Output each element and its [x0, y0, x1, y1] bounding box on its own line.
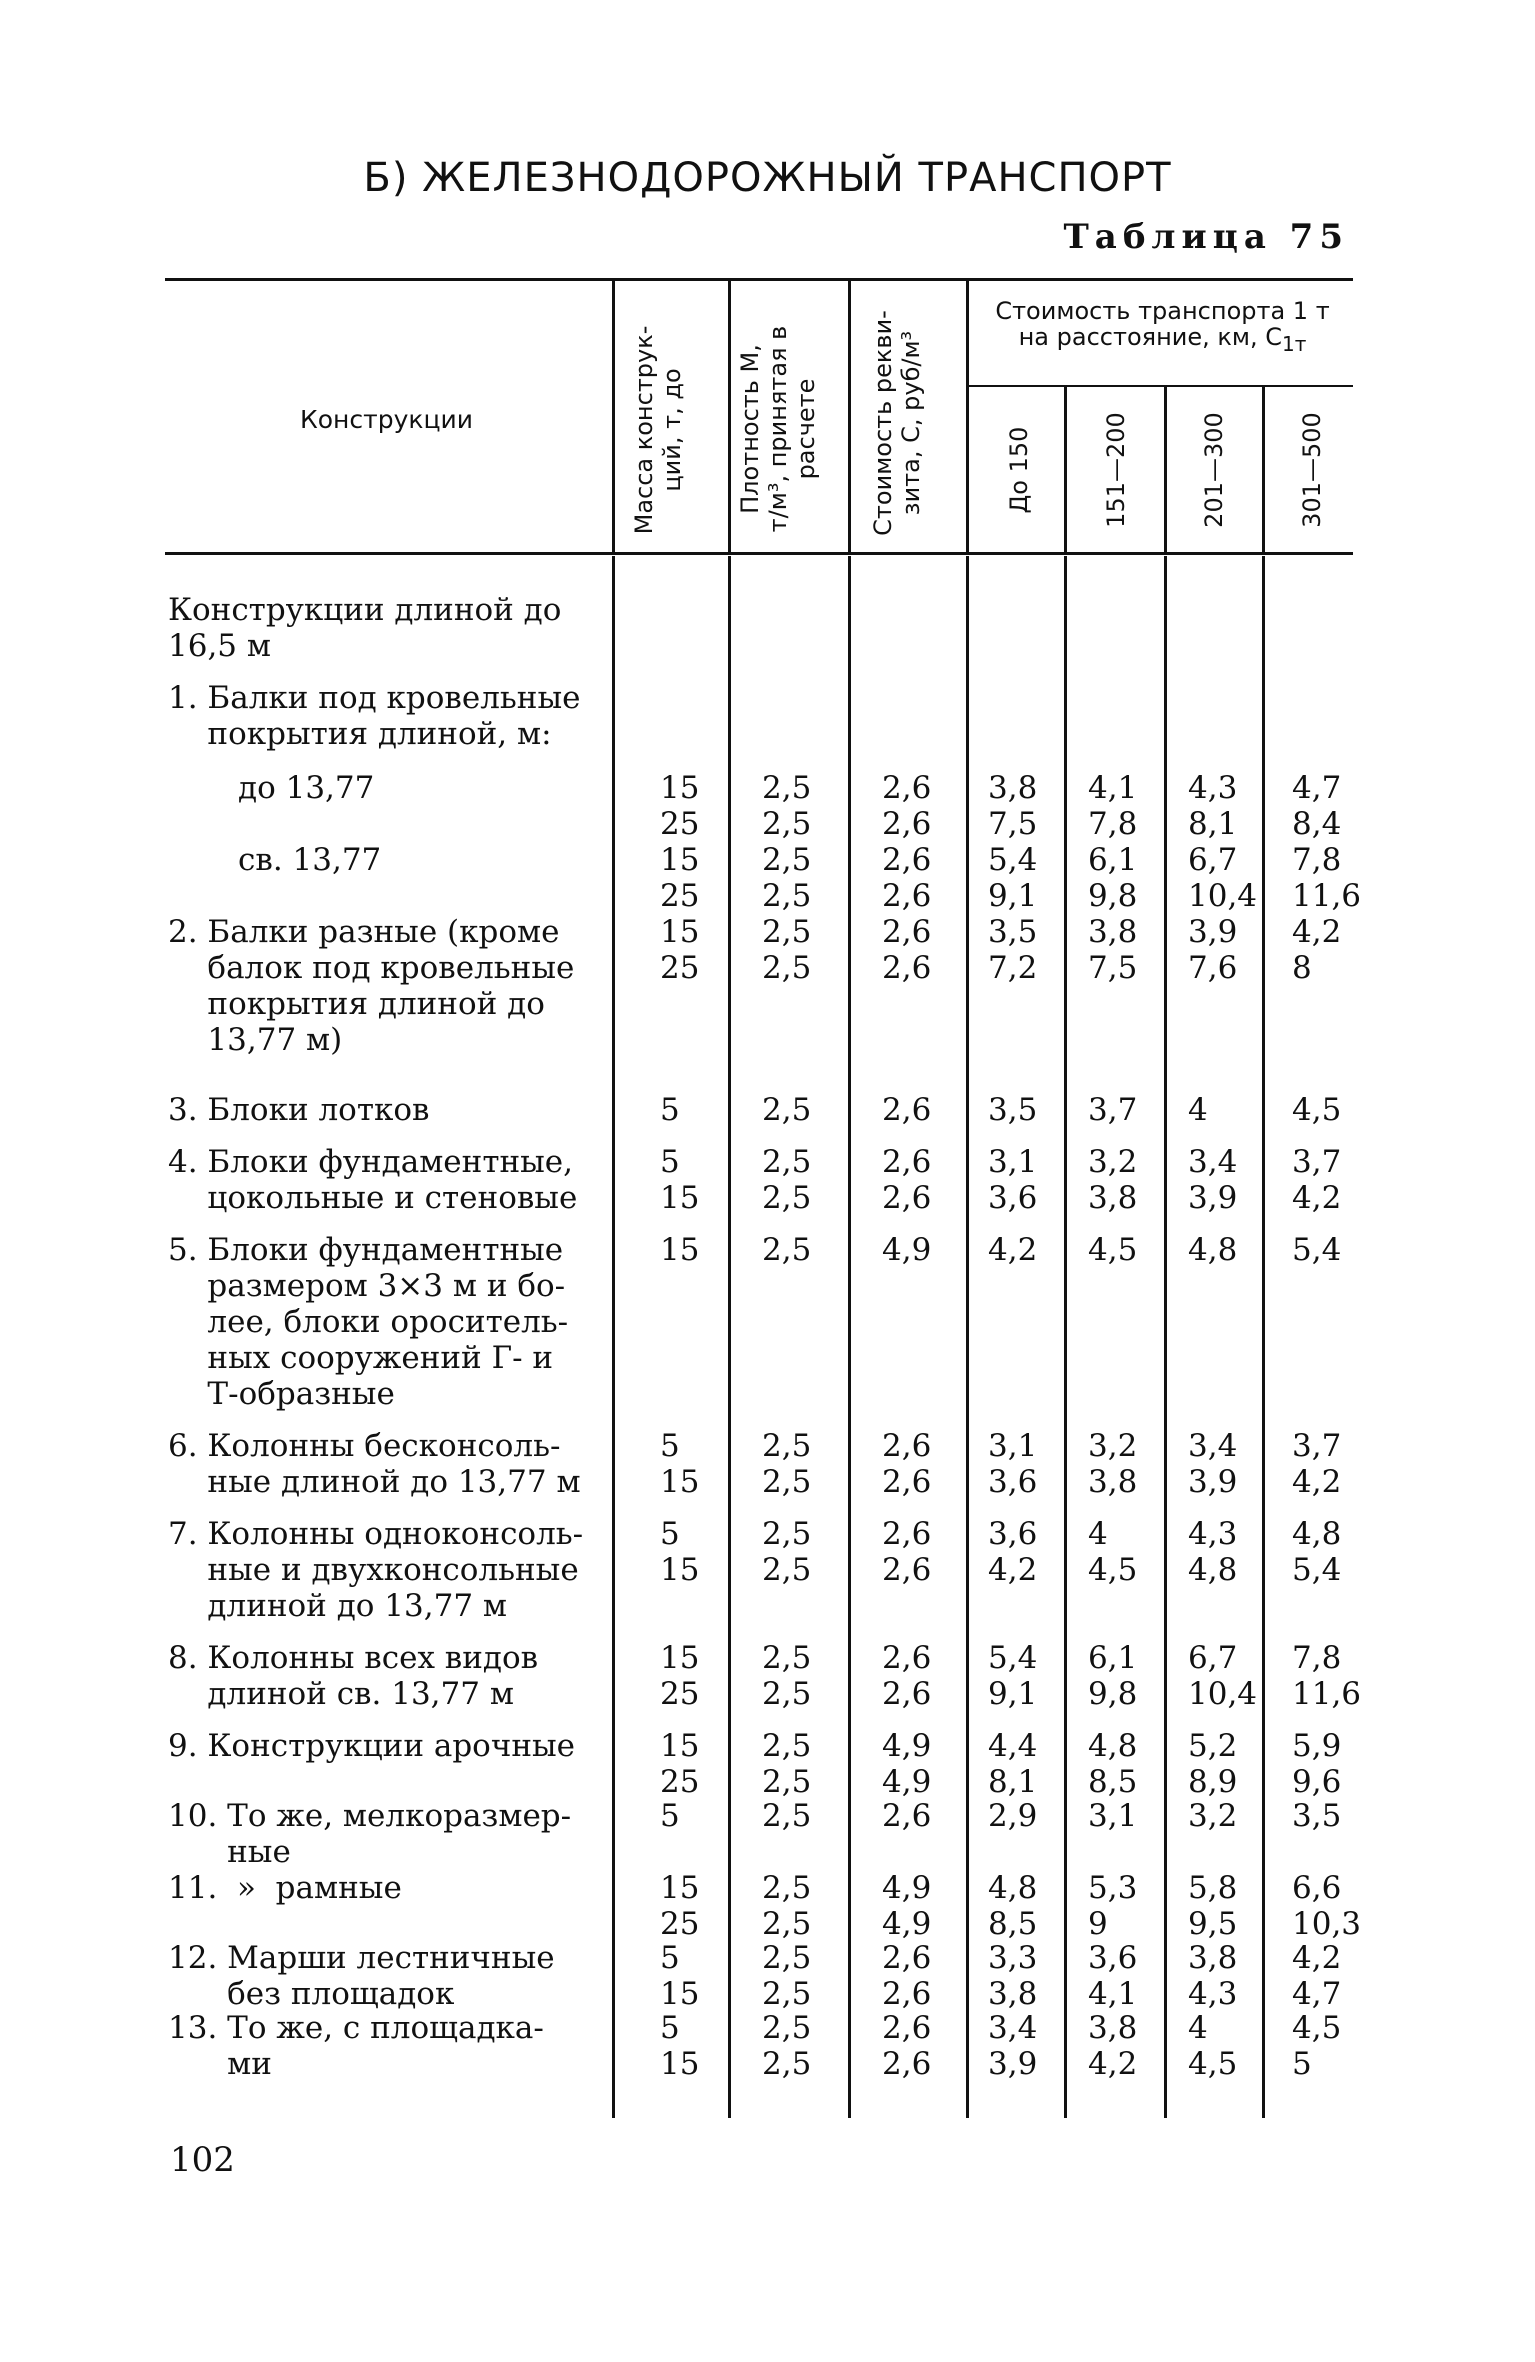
table-cell: 7,8 [1292, 842, 1342, 878]
table-cell: 3,2 [1188, 1798, 1238, 1834]
table-number: Таблица 75 [1063, 217, 1349, 257]
row-label: 3. Блоки лотков [168, 1092, 430, 1128]
table-cell: 5,2 [1188, 1728, 1238, 1764]
table-cell: 4,2 [1292, 1180, 1342, 1216]
table-cell: 4,7 [1292, 770, 1342, 806]
table-cell: 3,8 [988, 1976, 1038, 2012]
table-cell: 9 [1088, 1906, 1108, 1942]
table-cell: 2,9 [988, 1798, 1038, 1834]
table-cell: 2,6 [882, 1428, 932, 1464]
table-cell: 2,6 [882, 1676, 932, 1712]
table-cell: 4,7 [1292, 1976, 1342, 2012]
header-distance-2: 151—200 [1102, 412, 1130, 528]
body-col-divider [1164, 556, 1167, 2118]
header-transport-cost-text: Стоимость транспорта 1 т на расстояние, км, С [995, 297, 1330, 351]
table-cell: 15 [660, 1180, 700, 1216]
table-cell: 3,7 [1088, 1092, 1138, 1128]
table-cell: 3,9 [1188, 1180, 1238, 1216]
table-cell: 15 [660, 1640, 700, 1676]
header-col-divider [1262, 387, 1265, 552]
table-cell: 4,9 [882, 1232, 932, 1268]
table-cell: 3,4 [1188, 1428, 1238, 1464]
table-cell: 2,5 [762, 1940, 812, 1976]
table-cell: 2,5 [762, 1870, 812, 1906]
table-cell: 15 [660, 1552, 700, 1588]
table-cell: 2,5 [762, 1976, 812, 2012]
header-col-divider [848, 280, 851, 552]
table-cell: 3,9 [1188, 914, 1238, 950]
header-mass: Масса конструк- ций, т, до [630, 325, 686, 535]
table-cell: 3,8 [988, 770, 1038, 806]
table-cell: 6,1 [1088, 842, 1138, 878]
table-cell: 9,1 [988, 878, 1038, 914]
table-cell: 8,4 [1292, 806, 1342, 842]
row-label: 11. » рамные [168, 1870, 402, 1906]
table-cell: 2,6 [882, 2046, 932, 2082]
table-cell: 2,5 [762, 1180, 812, 1216]
header-distance-3: 201—300 [1200, 412, 1228, 528]
table-cell: 3,4 [1188, 1144, 1238, 1180]
table-cell: 4,9 [882, 1764, 932, 1800]
table-cell: 8,5 [988, 1906, 1038, 1942]
table-cell: 15 [660, 1232, 700, 1268]
table-cell: 15 [660, 770, 700, 806]
table-cell: 3,6 [1088, 1940, 1138, 1976]
table-cell: 2,6 [882, 1144, 932, 1180]
table-cell: 4,2 [988, 1232, 1038, 1268]
table-cell: 2,6 [882, 1940, 932, 1976]
table-cell: 4,8 [1188, 1552, 1238, 1588]
table-cell: 2,5 [762, 1676, 812, 1712]
row-label: до 13,77 [238, 770, 375, 806]
table-cell: 15 [660, 1728, 700, 1764]
header-col-divider [1064, 387, 1067, 552]
header-distance-4: 301—500 [1298, 412, 1326, 528]
table-cell: 5 [660, 2010, 680, 2046]
header-col-divider [966, 280, 969, 552]
table-cell: 3,5 [988, 914, 1038, 950]
table-cell: 4,2 [988, 1552, 1038, 1588]
table-cell: 15 [660, 1976, 700, 2012]
table-cell: 7,8 [1088, 806, 1138, 842]
table-cell: 3,2 [1088, 1428, 1138, 1464]
table-cell: 3,8 [1088, 2010, 1138, 2046]
body-col-divider [612, 556, 615, 2118]
table-cell: 2,5 [762, 1640, 812, 1676]
table-cell: 5,8 [1188, 1870, 1238, 1906]
table-cell: 2,6 [882, 1516, 932, 1552]
table-cell: 5 [660, 1798, 680, 1834]
table-cell: 4 [1188, 1092, 1208, 1128]
table-cell: 11,6 [1292, 1676, 1362, 1712]
table-cell: 2,5 [762, 1232, 812, 1268]
table-cell: 3,6 [988, 1180, 1038, 1216]
table-cell: 5,4 [1292, 1552, 1342, 1588]
table-cell: 4 [1188, 2010, 1208, 2046]
table-cell: 2,5 [762, 1728, 812, 1764]
table-cell: 2,6 [882, 1640, 932, 1676]
section-title: Б) ЖЕЛЕЗНОДОРОЖНЫЙ ТРАНСПОРТ [363, 155, 1172, 201]
table-cell: 4,4 [988, 1728, 1038, 1764]
body-col-divider [848, 556, 851, 2118]
table-cell: 3,8 [1088, 914, 1138, 950]
table-cell: 4,8 [1188, 1232, 1238, 1268]
table-cell: 2,6 [882, 878, 932, 914]
table-cell: 4,9 [882, 1870, 932, 1906]
table-cell: 2,6 [882, 1552, 932, 1588]
table-cell: 2,6 [882, 1180, 932, 1216]
table-cell: 4,5 [1188, 2046, 1238, 2082]
table-cell: 2,5 [762, 914, 812, 950]
header-col-divider [612, 280, 615, 552]
table-cell: 8 [1292, 950, 1312, 986]
table-cell: 5,4 [988, 1640, 1038, 1676]
table-cell: 3,8 [1088, 1180, 1138, 1216]
table-cell: 5 [660, 1092, 680, 1128]
table-cell: 4,1 [1088, 770, 1138, 806]
row-label: 7. Колонны одноконсоль- ные и двухконсольные длиной до 13,77 м [168, 1516, 584, 1624]
table-cell: 2,5 [762, 1906, 812, 1942]
row-label: 12. Марши лестничные без площадок [168, 1940, 555, 2012]
table-cell: 3,7 [1292, 1144, 1342, 1180]
table-cell: 5 [660, 1144, 680, 1180]
row-label: св. 13,77 [238, 842, 382, 878]
table-cell: 5 [660, 1428, 680, 1464]
table-cell: 6,1 [1088, 1640, 1138, 1676]
table-cell: 3,5 [988, 1092, 1038, 1128]
table-cell: 4,5 [1088, 1552, 1138, 1588]
table-top-rule [165, 278, 1353, 281]
table-cell: 4,5 [1088, 1232, 1138, 1268]
table-cell: 7,5 [1088, 950, 1138, 986]
table-cell: 2,5 [762, 1464, 812, 1500]
table-cell: 5,4 [1292, 1232, 1342, 1268]
table-cell: 2,5 [762, 806, 812, 842]
table-cell: 3,3 [988, 1940, 1038, 1976]
body-col-divider [966, 556, 969, 2118]
table-cell: 5,9 [1292, 1728, 1342, 1764]
table-cell: 3,1 [1088, 1798, 1138, 1834]
header-col-divider [1164, 387, 1167, 552]
table-cell: 4,9 [882, 1728, 932, 1764]
table-cell: 4,8 [1292, 1516, 1342, 1552]
row-label: 1. Балки под кровельные покрытия длиной, м: [168, 680, 581, 752]
table-cell: 3,7 [1292, 1428, 1342, 1464]
table-cell: 6,6 [1292, 1870, 1342, 1906]
table-cell: 2,5 [762, 1428, 812, 1464]
header-transport-cost-sub: 1т [1282, 332, 1307, 356]
table-cell: 4,8 [988, 1870, 1038, 1906]
table-cell: 2,5 [762, 842, 812, 878]
table-cell: 7,2 [988, 950, 1038, 986]
table-cell: 3,9 [988, 2046, 1038, 2082]
table-cell: 4,2 [1292, 914, 1342, 950]
table-cell: 2,6 [882, 1092, 932, 1128]
row-label: 9. Конструкции арочные [168, 1728, 575, 1764]
table-cell: 9,8 [1088, 1676, 1138, 1712]
table-cell: 2,5 [762, 950, 812, 986]
table-cell: 4,3 [1188, 1516, 1238, 1552]
table-cell: 6,7 [1188, 1640, 1238, 1676]
row-label: 8. Колонны всех видов длиной св. 13,77 м [168, 1640, 539, 1712]
header-constructions: Конструкции [300, 405, 473, 434]
body-col-divider [728, 556, 731, 2118]
body-col-divider [1064, 556, 1067, 2118]
table-cell: 2,5 [762, 1144, 812, 1180]
table-cell: 25 [660, 1764, 700, 1800]
table-cell: 25 [660, 1676, 700, 1712]
table-cell: 4,3 [1188, 770, 1238, 806]
table-cell: 25 [660, 806, 700, 842]
table-cell: 2,5 [762, 1798, 812, 1834]
table-cell: 3,5 [1292, 1798, 1342, 1834]
table-cell: 3,9 [1188, 1464, 1238, 1500]
table-cell: 15 [660, 1464, 700, 1500]
table-cell: 15 [660, 2046, 700, 2082]
table-cell: 2,6 [882, 1976, 932, 2012]
table-cell: 9,8 [1088, 878, 1138, 914]
table-cell: 7,5 [988, 806, 1038, 842]
row-label: 10. То же, мелкоразмер- ные [168, 1798, 572, 1870]
table-cell: 2,6 [882, 914, 932, 950]
table-cell: 8,9 [1188, 1764, 1238, 1800]
table-cell: 15 [660, 1870, 700, 1906]
table-cell: 2,6 [882, 1798, 932, 1834]
table-cell: 9,6 [1292, 1764, 1342, 1800]
table-cell: 10,4 [1188, 1676, 1258, 1712]
row-label: 6. Колонны бесконсоль- ные длиной до 13,77 м [168, 1428, 581, 1500]
table-cell: 3,8 [1188, 1940, 1238, 1976]
header-cost-props: Стоимость рекви- зита, С, руб/м³ [869, 310, 925, 536]
table-cell: 3,6 [988, 1516, 1038, 1552]
table-cell: 3,1 [988, 1428, 1038, 1464]
table-cell: 6,7 [1188, 842, 1238, 878]
table-cell: 2,5 [762, 770, 812, 806]
table-cell: 3,2 [1088, 1144, 1138, 1180]
body-col-divider [1262, 556, 1265, 2118]
row-label: 5. Блоки фундаментные размером 3×3 м и бо- лее, блоки ороситель- ных сооружений Г- и Т-образные [168, 1232, 569, 1412]
table-cell: 5 [1292, 2046, 1312, 2082]
table-cell: 25 [660, 950, 700, 986]
table-cell: 15 [660, 914, 700, 950]
table-cell: 10,3 [1292, 1906, 1362, 1942]
table-cell: 5 [660, 1940, 680, 1976]
table-cell: 25 [660, 1906, 700, 1942]
table-cell: 2,5 [762, 2046, 812, 2082]
table-cell: 10,4 [1188, 878, 1258, 914]
header-transport-cost [975, 298, 1350, 357]
header-col-divider [728, 280, 731, 552]
table-cell: 3,4 [988, 2010, 1038, 2046]
table-cell: 7,8 [1292, 1640, 1342, 1676]
table-cell: 3,8 [1088, 1464, 1138, 1500]
table-cell: 8,1 [988, 1764, 1038, 1800]
table-cell: 4,3 [1188, 1976, 1238, 2012]
table-cell: 2,5 [762, 1092, 812, 1128]
table-cell: 4,2 [1292, 1464, 1342, 1500]
table-cell: 9,5 [1188, 1906, 1238, 1942]
table-cell: 2,6 [882, 770, 932, 806]
table-cell: 2,6 [882, 842, 932, 878]
table-cell: 2,6 [882, 806, 932, 842]
table-cell: 2,5 [762, 1764, 812, 1800]
table-cell: 2,5 [762, 2010, 812, 2046]
table-cell: 5 [660, 1516, 680, 1552]
table-cell: 4,9 [882, 1906, 932, 1942]
table-cell: 2,6 [882, 950, 932, 986]
table-cell: 2,5 [762, 1552, 812, 1588]
table-cell: 8,1 [1188, 806, 1238, 842]
table-cell: 4,2 [1292, 1940, 1342, 1976]
table-cell: 2,6 [882, 1464, 932, 1500]
table-cell: 5,3 [1088, 1870, 1138, 1906]
table-cell: 4 [1088, 1516, 1108, 1552]
row-label: Конструкции длиной до 16,5 м [168, 592, 562, 664]
table-cell: 25 [660, 878, 700, 914]
table-cell: 2,6 [882, 2010, 932, 2046]
table-cell: 3,6 [988, 1464, 1038, 1500]
table-cell: 4,5 [1292, 2010, 1342, 2046]
table-cell: 7,6 [1188, 950, 1238, 986]
table-cell: 8,5 [1088, 1764, 1138, 1800]
row-label: 2. Балки разные (кроме балок под кровельные покрытия длиной до 13,77 м) [168, 914, 575, 1058]
page-number: 102 [170, 2140, 235, 2180]
table-cell: 4,2 [1088, 2046, 1138, 2082]
table-cell: 2,5 [762, 1516, 812, 1552]
table-cell: 4,5 [1292, 1092, 1342, 1128]
table-cell: 11,6 [1292, 878, 1362, 914]
table-cell: 2,5 [762, 878, 812, 914]
row-label: 4. Блоки фундаментные, цокольные и стеновые [168, 1144, 578, 1216]
table-cell: 9,1 [988, 1676, 1038, 1712]
table-cell: 3,1 [988, 1144, 1038, 1180]
table-cell: 4,1 [1088, 1976, 1138, 2012]
header-distance-1: До 150 [1005, 426, 1033, 514]
table-cell: 15 [660, 842, 700, 878]
header-density: Плотность М, т/м³, принятая в расчете [736, 325, 820, 533]
transport-subheader-rule [968, 385, 1353, 387]
table-cell: 5,4 [988, 842, 1038, 878]
table-cell: 4,8 [1088, 1728, 1138, 1764]
row-label: 13. То же, с площадка- ми [168, 2010, 544, 2082]
